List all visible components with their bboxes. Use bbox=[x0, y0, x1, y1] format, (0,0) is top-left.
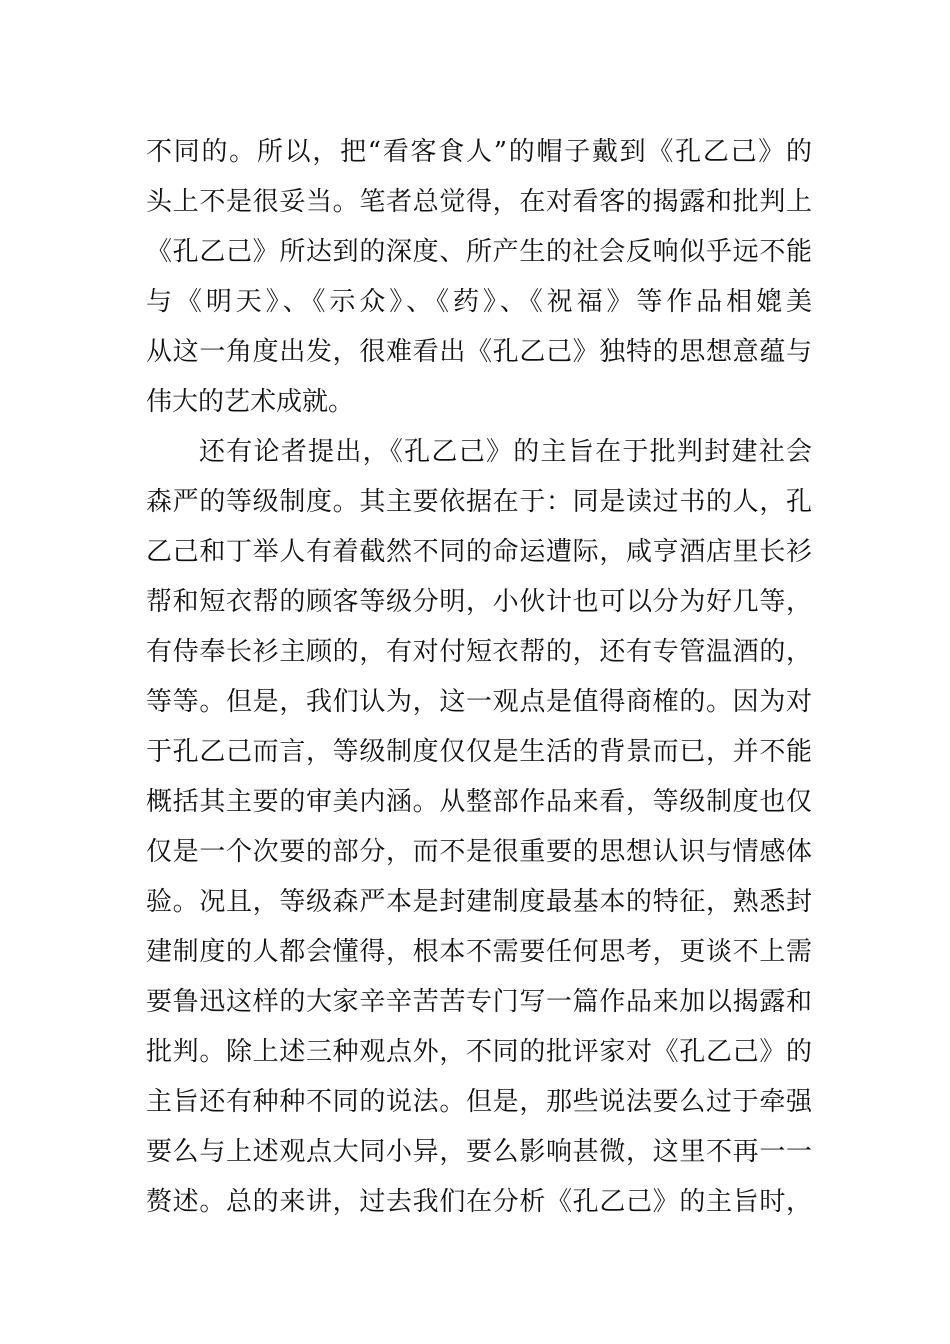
text-line: 于孔乙己而言，等级制度仅仅是生活的背景而已，并不能 bbox=[146, 737, 812, 767]
text-line: 乙己和丁举人有着截然不同的命运遭际，咸亨酒店里长衫 bbox=[146, 537, 812, 567]
text-line: 从这一角度出发，很难看出《孔乙己》独特的思想意蕴与 bbox=[146, 337, 812, 367]
text-line: 验。况且，等级森严本是封建制度最基本的特征，熟悉封 bbox=[146, 887, 812, 917]
paragraph-1 bbox=[146, 127, 812, 427]
text-line: 概括其主要的审美内涵。从整部作品来看，等级制度也仅 bbox=[146, 787, 812, 817]
text-line: 还有论者提出，《孔乙己》的主旨在于批判封建社会 bbox=[199, 437, 812, 467]
text-line: 批判。除上述三种观点外，不同的批评家对《孔乙己》的 bbox=[146, 1037, 812, 1067]
text-line: 伟大的艺术成就。 bbox=[146, 387, 355, 417]
text-line: 《孔乙己》所达到的深度、所产生的社会反响似乎远不能 bbox=[146, 237, 812, 267]
text-line: 赘述。总的来讲，过去我们在分析《孔乙己》的主旨时， bbox=[146, 1187, 812, 1217]
text-line: 要鲁迅这样的大家辛辛苦苦专门写一篇作品来加以揭露和 bbox=[146, 987, 812, 1017]
text-line: 帮和短衣帮的顾客等级分明，小伙计也可以分为好几等， bbox=[146, 587, 812, 617]
text-line: 要么与上述观点大同小异，要么影响甚微，这里不再一一 bbox=[146, 1137, 812, 1167]
text-line: 主旨还有种种不同的说法。但是，那些说法要么过于牵强 bbox=[146, 1087, 812, 1117]
paragraph-2 bbox=[146, 427, 812, 1227]
text-line: 森严的等级制度。其主要依据在于：同是读过书的人，孔 bbox=[146, 487, 812, 517]
text-line: 不同的。所以，把“看客食人”的帽子戴到《孔乙己》的 bbox=[146, 137, 812, 167]
text-line: 有侍奉长衫主顾的，有对付短衣帮的，还有专管温酒的， bbox=[146, 637, 812, 667]
text-line: 建制度的人都会懂得，根本不需要任何思考，更谈不上需 bbox=[146, 937, 812, 967]
text-line: 与《明天》、《示众》、《药》、《祝福》等作品相媲美 bbox=[146, 287, 812, 317]
text-line: 仅是一个次要的部分，而不是很重要的思想认识与情感体 bbox=[146, 837, 812, 867]
text-line: 等等。但是，我们认为，这一观点是值得商榷的。因为对 bbox=[146, 687, 812, 717]
body-text bbox=[146, 127, 812, 1227]
text-line: 头上不是很妥当。笔者总觉得，在对看客的揭露和批判上 bbox=[146, 187, 812, 217]
